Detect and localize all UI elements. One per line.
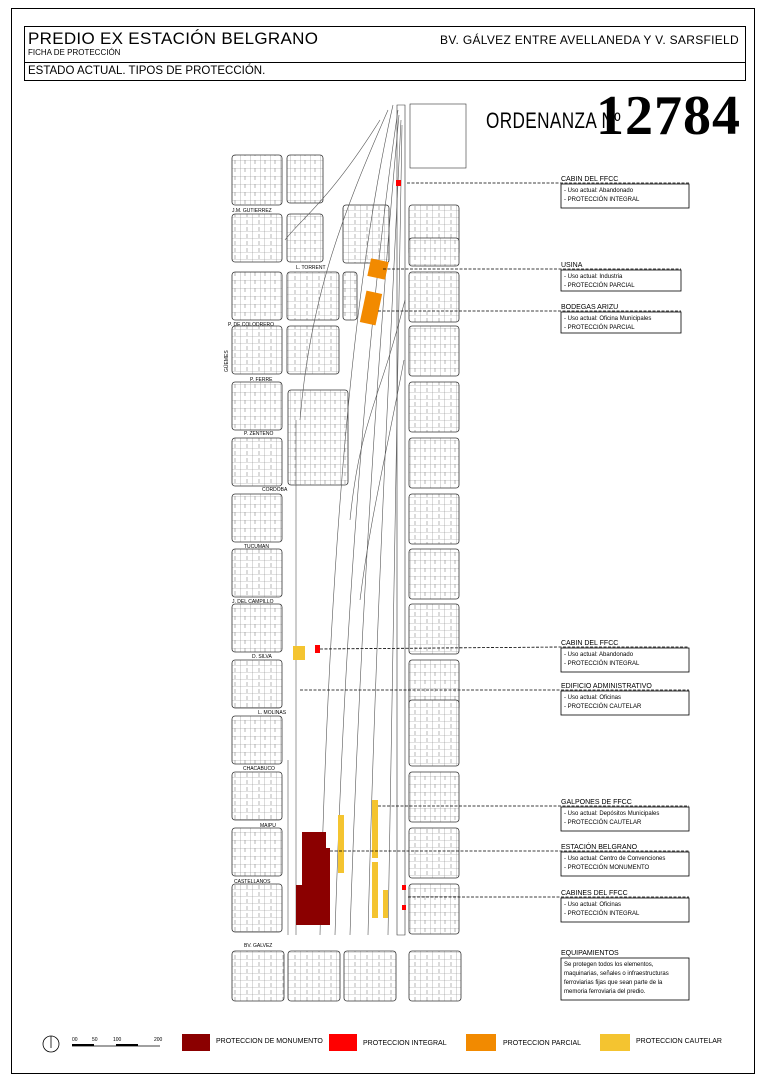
section-title: ESTADO ACTUAL. TIPOS DE PROTECCIÓN. [28, 65, 266, 77]
scale-bar [43, 1036, 163, 1052]
annotation-line: - PROTECCIÓN CAUTELAR [564, 820, 642, 826]
city-block [287, 155, 323, 203]
city-block [287, 214, 323, 262]
city-block [232, 951, 284, 1001]
annotation-8 [561, 950, 689, 1000]
annotation-line: - PROTECCIÓN INTEGRAL [564, 661, 640, 667]
city-block [343, 272, 357, 320]
street-campillo: J. DEL CAMPILLO [232, 599, 274, 605]
cabin-north [396, 180, 401, 186]
cabin-south-1 [402, 885, 406, 890]
street-colodrero: P. DE COLODRERO [228, 322, 275, 328]
annotation-4 [300, 683, 689, 715]
city-block [232, 438, 282, 486]
street-torrent: L. TORRENT [296, 265, 326, 271]
scale-tick-1: 50 [92, 1037, 98, 1043]
city-block [232, 272, 282, 320]
street-guemes: GÜEMES [224, 350, 230, 372]
city-block [409, 494, 459, 544]
city-block [232, 772, 282, 820]
city-block [288, 390, 348, 485]
cabin-middle [315, 645, 320, 653]
annotation-line: - PROTECCIÓN CAUTELAR [564, 704, 642, 710]
address-label: BV. GÁLVEZ ENTRE AVELLANEDA Y V. SARSFIELD [440, 33, 739, 47]
scale-tick-0: 00 [72, 1037, 78, 1043]
annotation-line: - Uso actual: Depósitos Municipales [564, 811, 660, 817]
street-molinas: L. MOLINAS [258, 710, 287, 716]
street-maipu: MAIPU [260, 823, 276, 829]
street-galvez: BV. GALVEZ [244, 943, 273, 949]
city-block [409, 604, 459, 654]
annotation-title: EQUIPAMIENTOS [561, 950, 619, 957]
city-block [232, 828, 282, 876]
annotations [300, 176, 689, 1000]
scale-tick-2: 100 [113, 1037, 122, 1043]
city-block [409, 272, 459, 322]
city-block [288, 951, 340, 1001]
galpon-2 [372, 800, 378, 858]
page-title: PREDIO EX ESTACIÓN BELGRANO [28, 29, 319, 48]
city-block [344, 951, 396, 1001]
annotation-title: GALPONES DE FFCC [561, 799, 632, 806]
annotation-line: - Uso actual: Centro de Convenciones [564, 856, 666, 862]
annotation-line: - PROTECCIÓN MONUMENTO [564, 865, 650, 871]
annotation-line: - Uso actual: Oficina Municipales [564, 316, 652, 322]
annotation-line: Se protegen todos los elementos, [564, 962, 654, 968]
city-block [232, 155, 282, 205]
street-jm-gutierrez: J.M. GUTIERREZ [232, 208, 272, 214]
annotation-3 [320, 640, 689, 672]
legend-label-integral: PROTECCION INTEGRAL [363, 1040, 447, 1047]
annotation-title: BODEGAS ARIZU [561, 304, 619, 311]
street-tucuman: TUCUMAN [244, 544, 269, 550]
city-block [232, 494, 282, 542]
street-castellanos: CASTELLANOS [234, 879, 271, 885]
galpon-4 [383, 890, 388, 918]
ordinance-number: 12784 [596, 85, 741, 147]
legend-swatch-parcial [466, 1034, 496, 1051]
annotation-title: CABINES DEL FFCC [561, 890, 628, 897]
legend-swatch-cautelar [600, 1034, 630, 1051]
annotation-title: EDIFICIO ADMINISTRATIVO [561, 683, 652, 690]
city-block [409, 828, 459, 878]
street-silva: D. SILVA [252, 654, 272, 660]
page-subtitle: FICHA DE PROTECCIÓN [28, 48, 121, 57]
street-zenteno: P. ZENTENO [244, 431, 274, 437]
annotation-line: - PROTECCIÓN INTEGRAL [564, 911, 640, 917]
city-block [232, 326, 282, 374]
city-block [409, 438, 459, 488]
city-block [409, 772, 459, 822]
city-block [287, 272, 339, 320]
city-block [232, 884, 282, 932]
legend [182, 1034, 722, 1051]
city-block [409, 238, 459, 266]
city-block [232, 716, 282, 764]
administrative-building [293, 646, 305, 660]
annotation-line: - Uso actual: Oficinas [564, 695, 622, 701]
bodegas-arizu [360, 291, 382, 326]
annotation-title: CABIN DEL FFCC [561, 640, 619, 647]
annotation-title: CABIN DEL FFCC [561, 176, 619, 183]
city-block [232, 549, 282, 597]
annotation-0 [407, 176, 689, 208]
annotation-title: USINA [561, 262, 583, 269]
ordinance-label: ORDENANZA Nº [486, 108, 621, 133]
legend-label-monumento: PROTECCION DE MONUMENTO [216, 1038, 323, 1045]
galpon-1 [338, 815, 344, 873]
legend-swatch-monumento [182, 1034, 210, 1051]
annotation-line: - Uso actual: Abandonado [564, 652, 634, 658]
legend-swatch-integral [329, 1034, 357, 1051]
city-block [287, 326, 339, 374]
city-block [232, 604, 282, 652]
annotation-title: ESTACIÓN BELGRANO [561, 844, 638, 851]
annotation-line: - Uso actual: Abandonado [564, 188, 634, 194]
city-blocks [232, 155, 461, 1001]
estacion-belgrano [296, 832, 330, 925]
city-block [409, 951, 461, 1001]
annotation-line: maquinarias, señales o infraestructuras [564, 971, 669, 977]
city-block [409, 326, 459, 376]
city-block [409, 700, 459, 766]
city-block [409, 549, 459, 599]
annotation-line: - PROTECCIÓN INTEGRAL [564, 197, 640, 203]
cabin-south-2 [402, 905, 406, 910]
scale-tick-3: 200 [154, 1037, 163, 1043]
legend-label-cautelar: PROTECCION CAUTELAR [636, 1038, 722, 1045]
annotation-line: ferroviarias fijas que sean parte de la [564, 980, 663, 986]
city-block [232, 660, 282, 708]
annotation-6 [330, 842, 689, 876]
annotation-line: - Uso actual: Industria [564, 274, 623, 280]
city-block [232, 214, 282, 262]
galpon-3 [372, 862, 378, 918]
street-ferre: P. FERRE [250, 377, 273, 383]
annotation-line: - Uso actual: Oficinas [564, 902, 622, 908]
annotation-line: memoria ferroviaria del predio. [564, 989, 646, 995]
street-chacabuco: CHACABUCO [243, 766, 275, 772]
legend-label-parcial: PROTECCION PARCIAL [503, 1040, 582, 1047]
annotation-line: - PROTECCIÓN PARCIAL [564, 325, 635, 331]
annotation-line: - PROTECCIÓN PARCIAL [564, 283, 635, 289]
street-cordoba: CORDOBA [262, 487, 288, 493]
city-block [409, 884, 459, 934]
city-block [232, 382, 282, 430]
city-block [409, 382, 459, 432]
